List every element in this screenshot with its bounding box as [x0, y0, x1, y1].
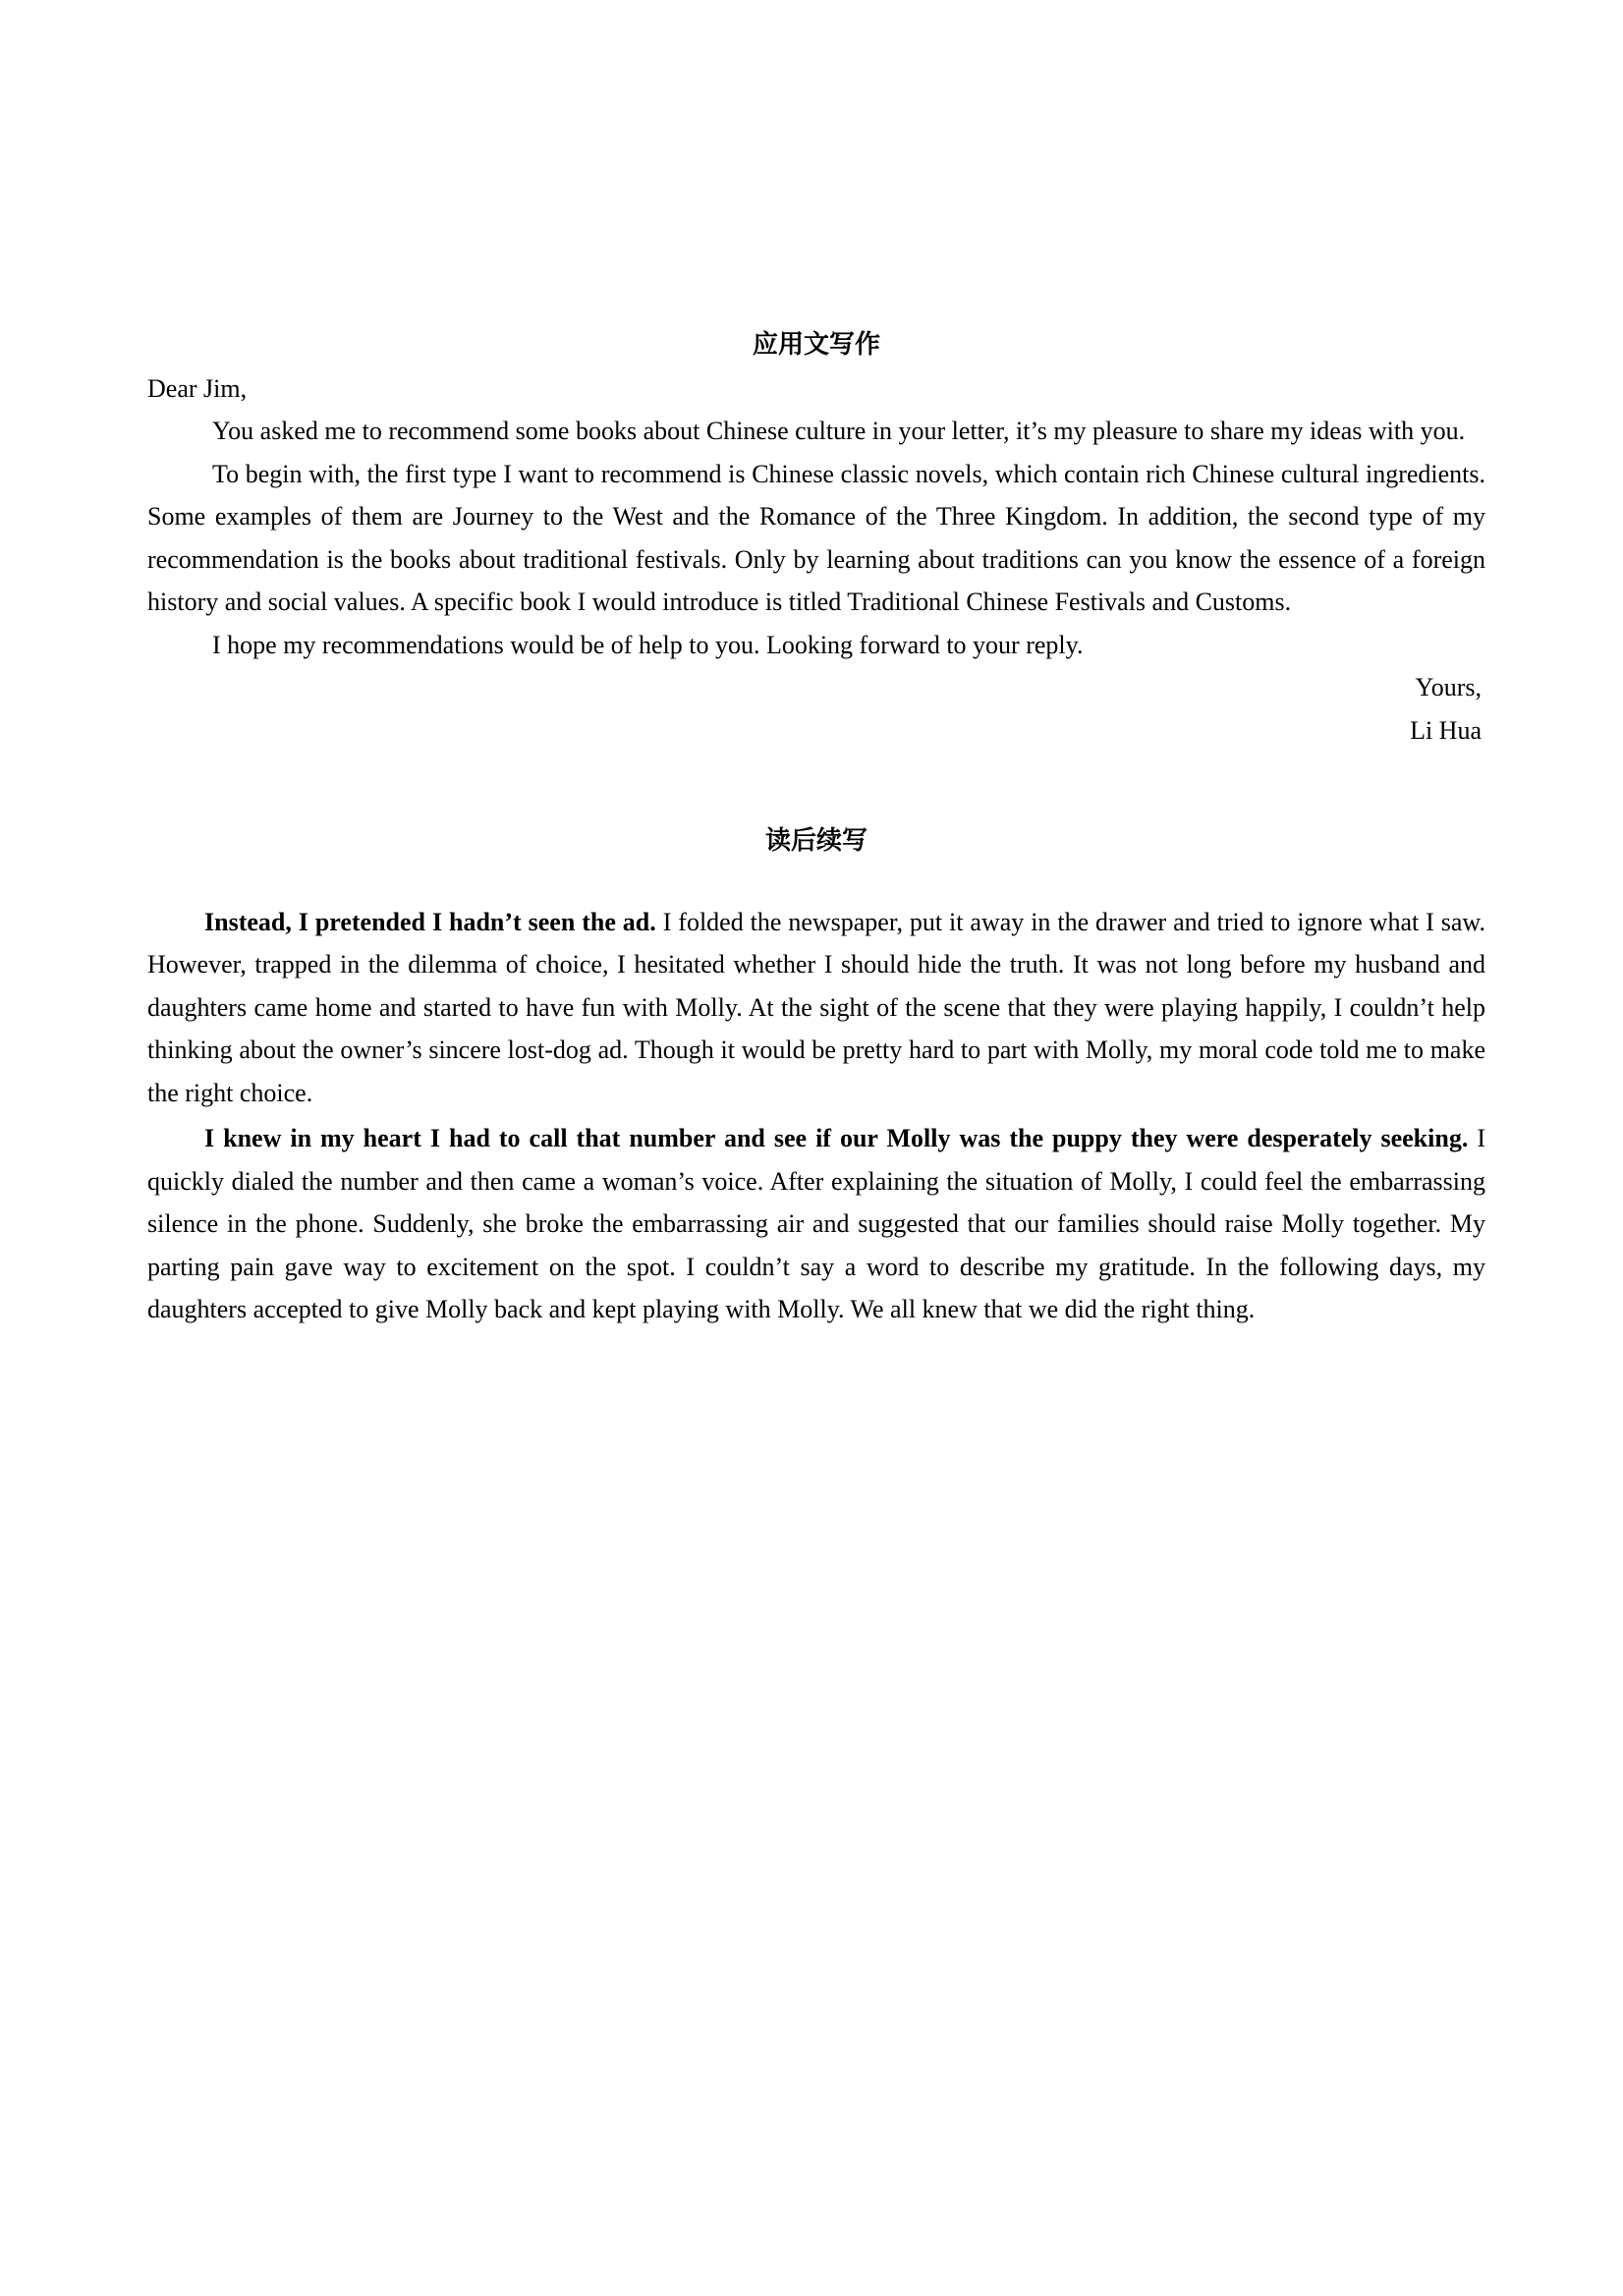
letter-salutation: Dear Jim,	[147, 373, 248, 403]
letter-paragraph: I hope my recommendations would be of help to you. Looking forward to your reply.	[212, 630, 1084, 659]
letter-section	[147, 324, 1485, 752]
story-body-text: I quickly dialed the number and then came a woman’s voice. After explaining the situation of Molly, I could feel the embarrassing silence in the phone. Suddenly, she broke the embarrassing air and suggested that our families should raise Molly together. My parting pain gave way to excitement on the spot. I couldn’t say a word to describe my gratitude. In the following days, my daughters accepted to give Molly back and kept playing with Molly. We all knew that we did the right thing.	[147, 1124, 1485, 1323]
story-lead-sentence: Instead, I pretended I hadn’t seen the ad.	[204, 907, 656, 936]
document-page	[147, 324, 1485, 1331]
continuation-section	[147, 820, 1485, 1331]
story-paragraph	[147, 901, 1485, 1115]
story-paragraph	[147, 1117, 1485, 1331]
section-title-letter: 应用文写作	[752, 330, 880, 360]
section-title-continuation: 读后续写	[764, 826, 867, 856]
letter-paragraph: You asked me to recommend some books about Chinese culture in your letter, it’s my pleasure to share my ideas with you.	[212, 417, 1466, 445]
letter-signature: Li Hua	[1410, 715, 1482, 745]
story-body-text: I folded the newspaper, put it away in the drawer and tried to ignore what I saw. However, trapped in the dilemma of choice, I hesitated whether I should hide the truth. It was not long before my husband and daughters came home and started to have fun with Molly. At the sight of the scene that they were playing happily, I couldn’t help thinking about the owner’s sincere lost-dog ad. Though it would be pretty hard to part with Molly, my moral code told me to make the right choice.	[147, 907, 1485, 1107]
letter-paragraph: To begin with, the first type I want to recommend is Chinese classic novels, which contain rich Chinese cultural ingredients. Some examples of them are Journey to the West and the Romance of the Three Kingdom. In addition, the second type of my recommendation is the books about traditional festivals. Only by learning about traditions can you know the essence of a foreign history and social values. A specific book I would introduce is titled Traditional Chinese Festivals and Customs.	[147, 459, 1485, 616]
letter-closing: Yours,	[1415, 673, 1482, 701]
story-lead-sentence: I knew in my heart I had to call that number and see if our Molly was the puppy they were desperately seeking.	[204, 1124, 1469, 1152]
